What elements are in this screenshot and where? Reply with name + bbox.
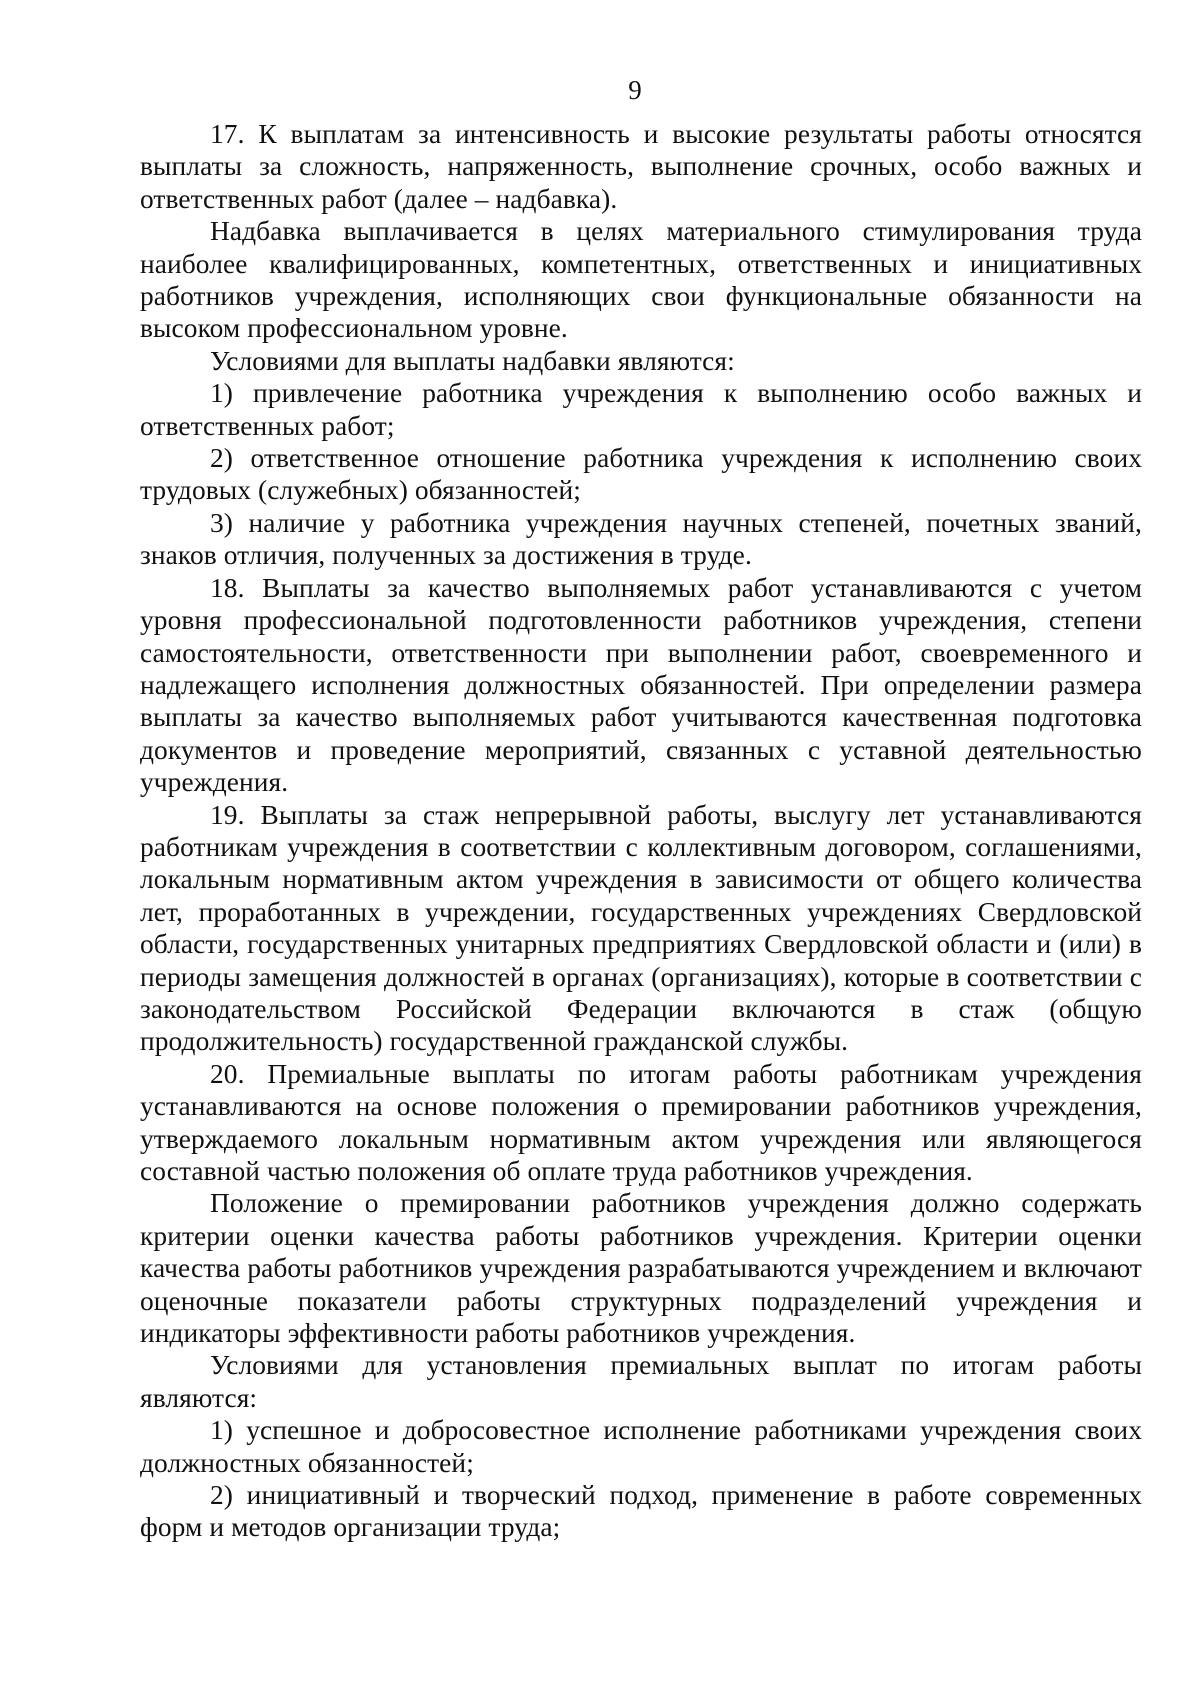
paragraph-premium-conditions: Условиями для установления премиальных выплат по итогам работы являются: [140, 1350, 1142, 1413]
paragraph-20: 20. Премиальные выплаты по итогам работы работникам учреждения устанавливаются на основе положения о премировании работников учреждения, утверждаемого локальным нормативным актом учреждения или являющегося составной частью положения об оплате труда работников учреждения. [140, 1058, 1142, 1186]
list-item-premium-condition-2: 2) инициативный и творческий подход, применение в работе современных форм и методов организации труда; [140, 1480, 1142, 1543]
paragraph-18: 18. Выплаты за качество выполняемых работ устанавливаются с учетом уровня профессиональной подготовленности работников учреждения, степени самостоятельности, ответственности при выполнении работ, своевременного и надлежащего исполнения должностных обязанностей. При определении размера выплаты за качество выполняемых работ учитываются качественная подготовка документов и проведение мероприятий, связанных с уставной деятельностью учреждения. [140, 572, 1142, 798]
paragraph-19: 19. Выплаты за стаж непрерывной работы, выслугу лет устанавливаются работникам учреждения в соответствии с коллективным договором, соглашениями, локальным нормативным актом учреждения в зависимости от общего количества лет, проработанных в учреждении, государственных учреждениях Свердловской области, государственных унитарных предприятиях Свердловской области и (или) в периоды замещения должностей в органах (организациях), которые в соответствии с законодательством Российской Федерации включаются в стаж (общую продолжительность) государственной гражданской службы. [140, 799, 1142, 1057]
list-item-bonus-condition-1: 1) привлечение работника учреждения к выполнению особо важных и ответственных работ; [140, 378, 1142, 441]
document-body [140, 118, 1142, 1544]
page-number: 9 [628, 75, 642, 105]
paragraph-17: 17. К выплатам за интенсивность и высокие результаты работы относятся выплаты за сложность, напряженность, выполнение срочных, особо важных и ответственных работ (далее – надбавка). [140, 119, 1142, 214]
list-item-bonus-condition-2: 2) ответственное отношение работника учреждения к исполнению своих трудовых (служебных) обязанностей; [140, 443, 1142, 506]
paragraph-premium-regulation: Положение о премировании работников учреждения должно содержать критерии оценки качества работы работников учреждения. Критерии оценки качества работы работников учреждения разрабатываются учреждением и включают оценочные показатели работы структурных подразделений учреждения и индикаторы эффективности работы работников учреждения. [140, 1188, 1142, 1349]
list-item-bonus-condition-3: 3) наличие у работника учреждения научных степеней, почетных званий, знаков отличия, полученных за достижения в труде. [140, 507, 1142, 571]
paragraph-bonus-purpose: Надбавка выплачивается в целях материального стимулирования труда наиболее квалифицированных, компетентных, ответственных и инициативных работников учреждения, исполняющих свои функциональные обязанности на высоком профессиональном уровне. [140, 216, 1142, 344]
list-item-premium-condition-1: 1) успешное и добросовестное исполнение работниками учреждения своих должностных обязанностей; [140, 1415, 1142, 1478]
paragraph-bonus-conditions: Условиями для выплаты надбавки являются: [210, 345, 735, 376]
